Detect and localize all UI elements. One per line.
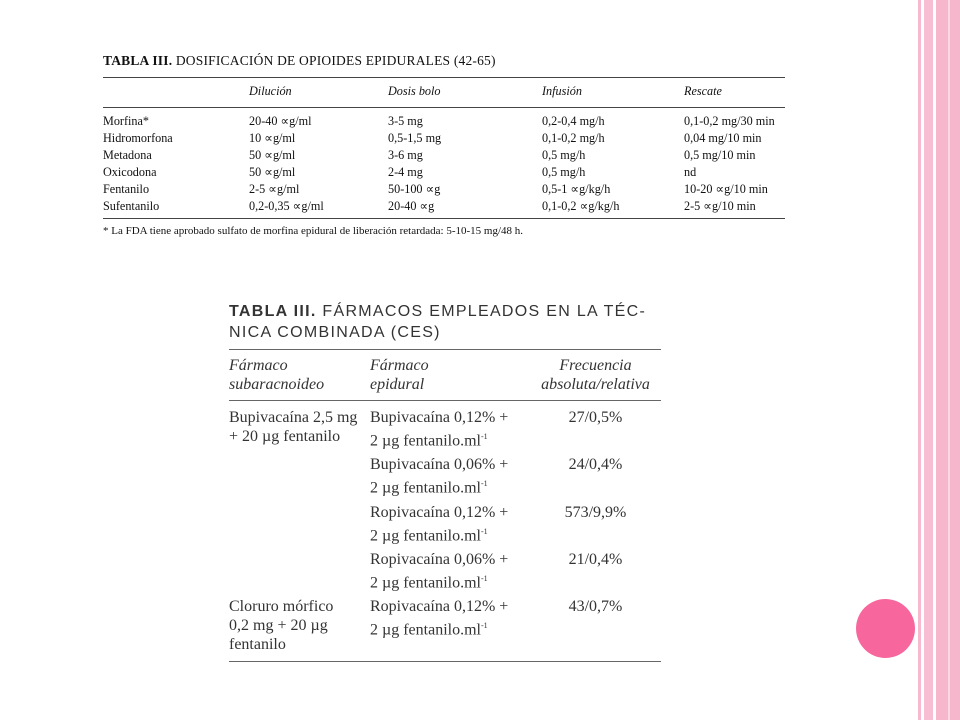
table1-cell: 0,1-0,2 mg/30 min: [684, 114, 775, 128]
table2-superscript: -1: [480, 479, 488, 489]
table2-epidural-line2: [370, 474, 530, 497]
table2-frequency-cell: 43/0,7%: [568, 598, 623, 616]
table2-subarachnoid-cell: Cloruro mórfico 0,2 mg + 20 µg fentanilo: [229, 598, 334, 654]
table2-epidural-cell: [370, 550, 530, 592]
table2-superscript: -1: [480, 526, 488, 536]
table1-cell: Morfina*: [103, 114, 150, 128]
table1-cell: Hidromorfona: [103, 131, 173, 145]
table1-title-rest: DOSIFICACIÓN DE OPIOIDES EPIDURALES (42-65): [172, 53, 496, 68]
epidural-opioid-table: [103, 53, 785, 237]
table2-frequency-cell: 24/0,4%: [568, 456, 623, 474]
table2-epidural-line2: [370, 569, 530, 592]
table2-epidural-cell: [370, 503, 530, 545]
table1-header: [103, 78, 249, 108]
table1-grid: [103, 77, 785, 219]
table1-row: [103, 181, 785, 198]
table1-cell: 3-6 mg: [388, 148, 423, 162]
table2-epidural-line2: [370, 522, 530, 545]
table1-cell: 0,2-0,35 ∝g/ml: [249, 199, 324, 213]
table2-epidural-cell: [370, 455, 530, 497]
table2-epidural-dose: 2 µg fentanilo.ml: [370, 621, 481, 639]
table1-row: [103, 164, 785, 181]
table2-epidural-line1: Bupivacaína 0,06% +: [370, 456, 509, 474]
table2-row: [229, 455, 661, 497]
table1-cell: Oxicodona: [103, 165, 157, 179]
table1-row: [103, 130, 785, 147]
table2-title-line2: NICA COMBINADA (CES): [229, 324, 441, 341]
table1-cell: 0,1-0,2 mg/h: [542, 131, 605, 145]
table1-header: Rescate: [684, 84, 722, 98]
table2-superscript: -1: [480, 621, 488, 631]
table1-cell: Fentanilo: [103, 182, 150, 196]
table1-cell: 0,5-1,5 mg: [388, 131, 442, 145]
table1-cell: 20-40 ∝g/ml: [249, 114, 312, 128]
table1-cell: 3-5 mg: [388, 114, 423, 128]
table2-title-rest: FÁRMACOS EMPLEADOS EN LA TÉC-: [316, 303, 647, 320]
table2-superscript: -1: [480, 432, 488, 441]
table1-cell: 50 ∝g/ml: [249, 148, 296, 162]
table1-cell: 10-20 ∝g/10 min: [684, 182, 768, 196]
table1-cell: 10 ∝g/ml: [249, 131, 296, 145]
table2-header: Frecuencia absoluta/relativa: [541, 357, 650, 393]
table1-header: Infusión: [542, 84, 582, 98]
table2-frequency-cell: 21/0,4%: [568, 550, 623, 568]
table2-row: [229, 503, 661, 545]
ces-drugs-table: [229, 301, 661, 662]
table2-subarachnoid-cell: [229, 550, 370, 592]
table1-cell: 0,5 mg/h: [542, 148, 586, 162]
table2-subarachnoid-cell: [229, 503, 370, 545]
table1-cell: 0,5 mg/h: [542, 165, 586, 179]
table1-cell: nd: [684, 165, 697, 179]
table1-footnote: * La FDA tiene aprobado sulfato de morfina epidural de liberación retardada: 5-10-15 mg/48 h.: [103, 225, 524, 237]
table2-epidural-dose: 2 µg fentanilo.ml: [370, 574, 481, 592]
table2-epidural-line1: Ropivacaína 0,12% +: [370, 503, 509, 521]
decor-stripe: [948, 0, 950, 720]
table1-cell: 2-4 mg: [388, 165, 423, 179]
table1-header-row: [103, 78, 785, 108]
table1-title: [103, 53, 785, 69]
table2-epidural-dose: 2 µg fentanilo.ml: [370, 479, 481, 497]
table2-row: [229, 597, 661, 654]
table1-cell: 0,04 mg/10 min: [684, 131, 762, 145]
table2-epidural-dose: 2 µg fentanilo.ml: [370, 432, 481, 450]
table2-epidural-cell: [370, 408, 530, 450]
decor-circle: [856, 599, 915, 658]
table2-body: [229, 401, 661, 662]
table1-cell: 0,1-0,2 ∝g/kg/h: [542, 199, 620, 213]
table2-frequency-cell: 27/0,5%: [568, 409, 623, 426]
table2-epidural-line1: Bupivacaína 0,12% +: [370, 409, 509, 426]
table2-subarachnoid-cell: Bupivacaína 2,5 mg + 20 µg fentanilo: [229, 409, 358, 445]
table1-cell: 0,5 mg/10 min: [684, 148, 756, 162]
table2-title: [229, 301, 661, 343]
table2-header: Fármaco epidural: [370, 357, 429, 393]
table1-cell: 0,5-1 ∝g/kg/h: [542, 182, 611, 196]
table1-cell: Sufentanilo: [103, 199, 160, 213]
table1-header: Dilución: [249, 84, 292, 98]
table1-cell: 50-100 ∝g: [388, 182, 441, 196]
table2-superscript: -1: [480, 573, 488, 583]
table1-title-bold: TABLA III.: [103, 53, 173, 68]
decor-stripe: [918, 0, 921, 720]
table1-cell: 0,2-0,4 mg/h: [542, 114, 605, 128]
table2-epidural-line2: [370, 427, 530, 450]
table2-epidural-line2: [370, 616, 530, 639]
decor-stripe: [924, 0, 933, 720]
table2-row: [229, 408, 661, 450]
table1-row: [103, 198, 785, 219]
table2-header-row: [229, 349, 661, 401]
table1-cell: Metadona: [103, 148, 152, 162]
table2-title-bold: TABLA III.: [229, 303, 317, 320]
table2-epidural-line1: Ropivacaína 0,12% +: [370, 598, 509, 616]
table2-frequency-cell: 573/9,9%: [564, 503, 627, 521]
table1-header: Dosis bolo: [388, 84, 441, 98]
table1-cell: 20-40 ∝g: [388, 199, 435, 213]
table1-row: [103, 147, 785, 164]
table2-row: [229, 550, 661, 592]
table2-subarachnoid-cell: [229, 455, 370, 497]
table2-epidural-dose: 2 µg fentanilo.ml: [370, 526, 481, 544]
table1-row: [103, 108, 785, 131]
table2-epidural-line1: Ropivacaína 0,06% +: [370, 550, 509, 568]
table1-cell: 2-5 ∝g/ml: [249, 182, 300, 196]
table2-header: Fármaco subaracnoideo: [229, 357, 325, 393]
table2-epidural-cell: [370, 597, 530, 654]
table1-cell: 2-5 ∝g/10 min: [684, 199, 756, 213]
table1-cell: 50 ∝g/ml: [249, 165, 296, 179]
